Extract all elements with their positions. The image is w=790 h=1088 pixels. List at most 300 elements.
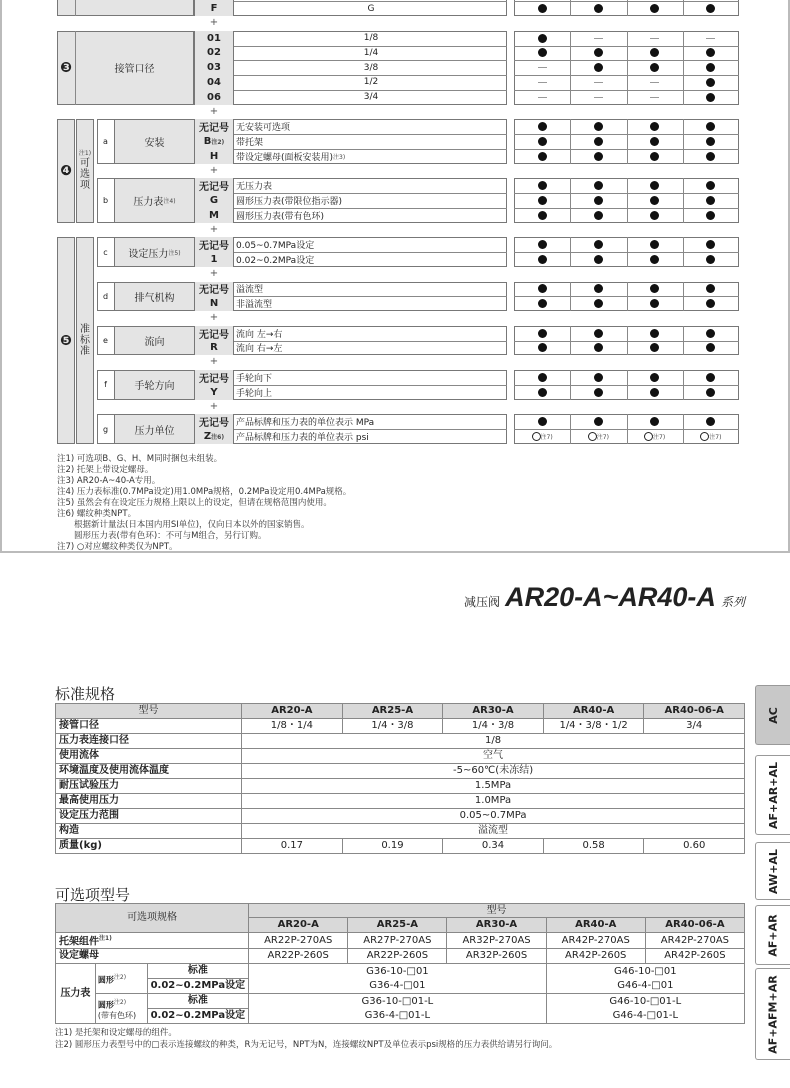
option-desc bbox=[236, 178, 506, 193]
option-desc bbox=[236, 193, 506, 208]
sub-label bbox=[114, 120, 194, 162]
available-dot-icon bbox=[538, 255, 547, 264]
col-line bbox=[683, 370, 684, 400]
availability-cell bbox=[514, 90, 570, 105]
desc-text: 产品标牌和压力表的单位表示 MPa bbox=[236, 418, 375, 429]
side-tab-label: AF+AFM+AR bbox=[766, 974, 780, 1054]
col-line bbox=[570, 178, 571, 222]
table-row bbox=[56, 704, 745, 719]
gauge-model: G36-10-□01-L bbox=[249, 994, 547, 1009]
availability-cell bbox=[514, 282, 570, 297]
col-line bbox=[570, 119, 571, 163]
header-spec-label: 可选项规格 bbox=[56, 904, 249, 933]
available-dot-icon bbox=[706, 329, 715, 338]
code-text: 无记号 bbox=[199, 373, 229, 385]
availability-cell bbox=[514, 341, 570, 356]
availability-cell bbox=[570, 1, 626, 16]
availability-cell bbox=[627, 178, 683, 193]
availability-cell bbox=[570, 296, 626, 311]
availability-cell bbox=[570, 341, 626, 356]
plus-sign: + bbox=[209, 164, 219, 176]
options-table bbox=[55, 903, 745, 1024]
available-dot-icon bbox=[538, 34, 547, 43]
code-text: 02 bbox=[207, 47, 221, 59]
available-dot-icon bbox=[538, 196, 547, 205]
header-model-label: 型号 bbox=[249, 904, 745, 918]
code-text: 03 bbox=[207, 62, 221, 74]
available-dot-icon bbox=[650, 196, 659, 205]
row-label: 质量(kg) bbox=[56, 839, 242, 854]
option-code bbox=[194, 341, 234, 356]
availability-cell bbox=[570, 326, 626, 341]
available-dot-icon bbox=[706, 299, 715, 308]
availability-cell bbox=[514, 178, 570, 193]
availability-cell bbox=[627, 282, 683, 297]
option-desc bbox=[236, 385, 506, 400]
available-dot-icon bbox=[706, 63, 715, 72]
availability-cell bbox=[627, 326, 683, 341]
header-model: AR40-06-A bbox=[645, 918, 744, 933]
cell-value: AR42P-270AS bbox=[645, 933, 744, 949]
code-text: 无记号 bbox=[199, 182, 229, 193]
code-text: M bbox=[209, 209, 219, 221]
availability-cell bbox=[570, 208, 626, 223]
availability-cell bbox=[570, 252, 626, 267]
note-line: 注1) 可选项B、G、H、M同时捆包未组装。 bbox=[57, 454, 223, 464]
available-dot-icon bbox=[650, 63, 659, 72]
availability-cell bbox=[514, 252, 570, 267]
availability-cell bbox=[627, 385, 683, 400]
col-line bbox=[627, 178, 628, 222]
gauge-setting: 0.02~0.2MPa设定 bbox=[147, 1009, 249, 1024]
code-text: G bbox=[209, 194, 219, 206]
cell-value: 空气 bbox=[242, 749, 745, 764]
available-dot-icon bbox=[538, 211, 547, 220]
option-code bbox=[194, 134, 234, 149]
available-dot-icon bbox=[538, 152, 547, 161]
available-dot-icon bbox=[706, 181, 715, 190]
side-tab[interactable] bbox=[755, 685, 790, 745]
available-dot-icon bbox=[538, 299, 547, 308]
side-text: 可选项 bbox=[80, 158, 90, 192]
availability-cell bbox=[683, 149, 739, 164]
availability-cell bbox=[514, 134, 570, 149]
cell-value: 1/8・1/4 bbox=[242, 719, 343, 734]
cell-value: 0.05~0.7MPa bbox=[242, 809, 745, 824]
available-dot-icon bbox=[650, 122, 659, 131]
available-dot-icon bbox=[706, 122, 715, 131]
availability-cell bbox=[683, 414, 739, 429]
gauge-model: G46-10-□01-L bbox=[546, 994, 744, 1009]
header-model: AR40-06-A bbox=[644, 704, 745, 719]
note-line: 注6) 螺纹种类NPT。 bbox=[57, 509, 137, 519]
title-suffix: 系列 bbox=[720, 595, 745, 609]
available-dot-icon bbox=[650, 388, 659, 397]
available-dot-icon bbox=[538, 122, 547, 131]
side-tab-label: AC bbox=[766, 706, 780, 724]
table-row bbox=[56, 1009, 745, 1024]
option-desc bbox=[236, 60, 506, 75]
not-available-dash-icon bbox=[538, 67, 547, 68]
availability-cell bbox=[570, 178, 626, 193]
not-available-dash-icon bbox=[538, 97, 547, 98]
option-code bbox=[194, 31, 234, 46]
sub-letter: f bbox=[104, 380, 107, 390]
available-dot-icon bbox=[538, 373, 547, 382]
option-desc bbox=[236, 237, 506, 252]
available-dot-icon bbox=[706, 240, 715, 249]
cell-value: 0.17 bbox=[242, 839, 343, 854]
availability-cell bbox=[514, 296, 570, 311]
side-tab[interactable] bbox=[755, 968, 790, 1060]
note-ref: 注2) bbox=[211, 138, 225, 146]
availability-cell bbox=[683, 429, 739, 444]
option-desc bbox=[236, 134, 506, 149]
desc-text: 溢流型 bbox=[236, 285, 264, 296]
desc-text: 带设定螺母(面板安装用) bbox=[236, 152, 334, 163]
availability-cell bbox=[514, 370, 570, 385]
availability-cell bbox=[627, 1, 683, 16]
cell-value: AR22P-270AS bbox=[249, 933, 348, 949]
availability-cell bbox=[514, 46, 570, 61]
group-number: ❹ bbox=[60, 162, 72, 179]
col-line bbox=[683, 31, 684, 105]
col-line bbox=[627, 370, 628, 400]
code-text: F bbox=[210, 3, 218, 15]
availability-cell bbox=[627, 370, 683, 385]
sub-letter: b bbox=[102, 195, 109, 205]
group-number: ❸ bbox=[60, 59, 72, 76]
code-text: B bbox=[203, 135, 212, 147]
option-code bbox=[194, 149, 234, 164]
cell-value: 0.60 bbox=[644, 839, 745, 854]
gauge-model: G46-4-□01 bbox=[546, 979, 744, 994]
not-available-dash-icon bbox=[594, 38, 603, 39]
sub-letter: e bbox=[103, 336, 108, 345]
options-note-1: 注1) 是托架和设定螺母的组件。 bbox=[55, 1028, 177, 1039]
cell-value: 1/4・3/8 bbox=[342, 719, 443, 734]
sub-label bbox=[114, 238, 194, 266]
option-desc bbox=[236, 46, 506, 61]
availability-cell bbox=[683, 90, 739, 105]
desc-text: 3/8 bbox=[363, 62, 379, 73]
npt-only-ring-icon bbox=[700, 432, 709, 441]
option-code bbox=[194, 208, 234, 223]
availability-cell bbox=[683, 178, 739, 193]
available-dot-icon bbox=[594, 63, 603, 72]
available-dot-icon bbox=[650, 299, 659, 308]
available-dot-icon bbox=[594, 329, 603, 338]
code-text: 1 bbox=[210, 253, 218, 265]
option-code bbox=[194, 237, 234, 252]
available-dot-icon bbox=[650, 48, 659, 57]
availability-cell bbox=[570, 237, 626, 252]
desc-text: 手轮向下 bbox=[236, 373, 273, 384]
cell-value: AR22P-260S bbox=[348, 949, 447, 964]
available-dot-icon bbox=[538, 48, 547, 57]
available-dot-icon bbox=[650, 240, 659, 249]
available-dot-icon bbox=[650, 211, 659, 220]
group-label bbox=[75, 0, 194, 16]
sub-letter: c bbox=[103, 247, 108, 257]
available-dot-icon bbox=[594, 388, 603, 397]
availability-cell bbox=[683, 296, 739, 311]
desc-text: G bbox=[367, 3, 375, 14]
option-code bbox=[194, 282, 234, 297]
table-row bbox=[56, 764, 745, 779]
label-text: 压力表 bbox=[133, 196, 164, 208]
plus-sign: + bbox=[209, 267, 219, 279]
option-desc bbox=[236, 149, 506, 164]
availability-cell bbox=[627, 252, 683, 267]
available-dot-icon bbox=[706, 137, 715, 146]
available-dot-icon bbox=[538, 388, 547, 397]
available-dot-icon bbox=[594, 4, 603, 13]
table-row bbox=[56, 794, 745, 809]
availability-cell bbox=[683, 31, 739, 46]
option-code bbox=[194, 178, 234, 193]
availability-cell bbox=[514, 75, 570, 90]
gauge-setting: 0.02~0.2MPa设定 bbox=[147, 979, 249, 994]
available-dot-icon bbox=[706, 343, 715, 352]
plus-sign: + bbox=[209, 105, 219, 117]
availability-cell bbox=[683, 75, 739, 90]
availability-cell bbox=[570, 31, 626, 46]
availability-cell bbox=[683, 46, 739, 61]
availability-cell bbox=[683, 326, 739, 341]
note-ref: 注1) bbox=[99, 935, 112, 942]
option-code bbox=[194, 296, 234, 311]
option-desc bbox=[236, 296, 506, 311]
available-dot-icon bbox=[538, 240, 547, 249]
desc-text: 1/2 bbox=[363, 77, 379, 88]
option-desc bbox=[236, 370, 506, 385]
availability-cell bbox=[570, 46, 626, 61]
side-tab[interactable] bbox=[755, 905, 790, 965]
option-desc bbox=[236, 90, 506, 105]
plus-sign: + bbox=[209, 356, 219, 368]
side-tab[interactable] bbox=[755, 842, 790, 900]
availability-cell bbox=[627, 193, 683, 208]
col-line bbox=[627, 326, 628, 356]
col-line bbox=[627, 282, 628, 312]
col-line bbox=[683, 326, 684, 356]
not-available-dash-icon bbox=[650, 97, 659, 98]
code-text: 无记号 bbox=[199, 329, 229, 341]
availability-cell bbox=[570, 149, 626, 164]
option-code bbox=[194, 60, 234, 75]
side-tab[interactable] bbox=[755, 755, 790, 835]
availability-cell bbox=[514, 60, 570, 75]
availability-cell bbox=[683, 60, 739, 75]
sub-label bbox=[114, 371, 194, 399]
available-dot-icon bbox=[594, 48, 603, 57]
side-text: 准标准 bbox=[80, 324, 90, 357]
col-line bbox=[570, 326, 571, 356]
available-dot-icon bbox=[706, 388, 715, 397]
row-label: 环境温度及使用流体温度 bbox=[56, 764, 242, 779]
availability-cell bbox=[514, 119, 570, 134]
availability-cell bbox=[627, 341, 683, 356]
code-text: H bbox=[209, 150, 219, 162]
table-row bbox=[56, 809, 745, 824]
availability-cell bbox=[514, 193, 570, 208]
availability-cell bbox=[514, 208, 570, 223]
available-dot-icon bbox=[706, 152, 715, 161]
code-text: R bbox=[210, 342, 218, 354]
col-line bbox=[683, 0, 684, 16]
available-dot-icon bbox=[706, 93, 715, 102]
gauge-setting: 标准 bbox=[147, 964, 249, 979]
side-tab-label: AF+AR+AL bbox=[766, 761, 780, 829]
availability-cell bbox=[683, 252, 739, 267]
availability-cell bbox=[627, 414, 683, 429]
availability-cell bbox=[627, 208, 683, 223]
sub-label bbox=[114, 415, 194, 443]
row-label bbox=[56, 933, 249, 949]
available-dot-icon bbox=[538, 329, 547, 338]
sub-letter: g bbox=[102, 424, 109, 434]
col-line bbox=[683, 282, 684, 312]
note-ref: 注2) bbox=[113, 998, 127, 1006]
title-main: AR20-A~AR40-A bbox=[505, 582, 716, 612]
option-code bbox=[194, 252, 234, 267]
option-desc bbox=[236, 252, 506, 267]
spec-heading: 标准规格 bbox=[55, 685, 116, 703]
col-line bbox=[627, 0, 628, 16]
availability-cell bbox=[570, 385, 626, 400]
gauge-model: G36-10-□01 bbox=[249, 964, 547, 979]
available-dot-icon bbox=[594, 152, 603, 161]
availability-cell bbox=[683, 385, 739, 400]
col-line bbox=[570, 414, 571, 444]
gauge-model: G36-4-□01-L bbox=[249, 1009, 547, 1024]
available-dot-icon bbox=[594, 196, 603, 205]
label-text: 排气机构 bbox=[134, 292, 175, 304]
availability-cell bbox=[683, 208, 739, 223]
sub-label bbox=[114, 327, 194, 355]
cell-value: AR42P-270AS bbox=[546, 933, 645, 949]
available-dot-icon bbox=[650, 152, 659, 161]
note-ref: 注3) bbox=[333, 153, 346, 161]
availability-cell bbox=[627, 119, 683, 134]
group-number bbox=[57, 0, 75, 16]
header-model: AR40-A bbox=[543, 704, 644, 719]
header-model: AR30-A bbox=[447, 918, 546, 933]
sub-letter: a bbox=[103, 136, 108, 146]
available-dot-icon bbox=[706, 196, 715, 205]
availability-cell bbox=[514, 237, 570, 252]
not-available-dash-icon bbox=[594, 97, 603, 98]
note-ref: 注7) bbox=[596, 433, 609, 441]
availability-cell bbox=[627, 90, 683, 105]
table-row bbox=[56, 979, 745, 994]
note-ref: 注6) bbox=[211, 433, 225, 441]
row-label: 使用流体 bbox=[56, 749, 242, 764]
available-dot-icon bbox=[594, 181, 603, 190]
not-available-dash-icon bbox=[650, 82, 659, 83]
availability-cell bbox=[683, 1, 739, 16]
available-dot-icon bbox=[706, 417, 715, 426]
row-label: 设定压力范围 bbox=[56, 809, 242, 824]
option-code bbox=[194, 370, 234, 385]
header-model: AR25-A bbox=[348, 918, 447, 933]
availability-cell bbox=[683, 193, 739, 208]
desc-text: 3/4 bbox=[363, 92, 379, 103]
desc-text: 1/8 bbox=[363, 33, 379, 44]
npt-only-ring-icon bbox=[644, 432, 653, 441]
cell-value: 1.0MPa bbox=[242, 794, 745, 809]
gauge-label: 压力表 bbox=[56, 964, 96, 1024]
desc-text: 无压力表 bbox=[236, 182, 273, 193]
available-dot-icon bbox=[706, 78, 715, 87]
desc-text: 产品标牌和压力表的单位表示 psi bbox=[236, 432, 369, 443]
available-dot-icon bbox=[594, 373, 603, 382]
header-model: AR30-A bbox=[443, 704, 544, 719]
header-model: AR20-A bbox=[249, 918, 348, 933]
table-row bbox=[56, 994, 745, 1009]
desc-text: 1/4 bbox=[363, 47, 379, 58]
code-text: 无记号 bbox=[199, 241, 229, 252]
desc-text: 流向 左→右 bbox=[236, 329, 283, 340]
available-dot-icon bbox=[594, 255, 603, 264]
option-code bbox=[194, 385, 234, 400]
option-code bbox=[194, 193, 234, 208]
available-dot-icon bbox=[594, 343, 603, 352]
code-text: 无记号 bbox=[199, 285, 229, 297]
code-text: 04 bbox=[207, 76, 221, 88]
availability-cell bbox=[514, 149, 570, 164]
col-line bbox=[570, 0, 571, 16]
cell-value: 0.19 bbox=[342, 839, 443, 854]
desc-text: 圆形压力表(带有色环) bbox=[236, 211, 325, 222]
option-desc bbox=[236, 1, 506, 16]
code-text: Z bbox=[203, 430, 212, 442]
row-label: 接管口径 bbox=[56, 719, 242, 734]
code-text: 无记号 bbox=[199, 418, 229, 429]
row-label: 耐压试验压力 bbox=[56, 779, 242, 794]
plus-sign: + bbox=[209, 223, 219, 235]
note-ref: 注1) bbox=[78, 150, 92, 158]
gauge-type-text: 圆形 bbox=[97, 1000, 114, 1010]
col-line bbox=[627, 31, 628, 105]
sub-letter: d bbox=[102, 291, 109, 301]
availability-cell bbox=[570, 429, 626, 444]
code-text: 无记号 bbox=[199, 123, 229, 134]
availability-cell bbox=[683, 282, 739, 297]
availability-cell bbox=[570, 134, 626, 149]
available-dot-icon bbox=[594, 299, 603, 308]
cell-value: 0.58 bbox=[543, 839, 644, 854]
option-desc bbox=[236, 414, 506, 429]
available-dot-icon bbox=[538, 137, 547, 146]
note-ref: 注7) bbox=[540, 433, 553, 441]
not-available-dash-icon bbox=[706, 38, 715, 39]
sub-label bbox=[114, 179, 194, 221]
option-desc bbox=[236, 326, 506, 341]
desc-text: 带托架 bbox=[236, 137, 264, 148]
availability-cell bbox=[683, 119, 739, 134]
cell-value: 1.5MPa bbox=[242, 779, 745, 794]
col-line bbox=[570, 370, 571, 400]
option-desc bbox=[236, 208, 506, 223]
option-code bbox=[194, 75, 234, 90]
header-model: AR25-A bbox=[342, 704, 443, 719]
availability-cell bbox=[627, 134, 683, 149]
code-text: 01 bbox=[207, 32, 221, 44]
options-heading: 可选项型号 bbox=[55, 886, 131, 904]
option-desc bbox=[236, 282, 506, 297]
